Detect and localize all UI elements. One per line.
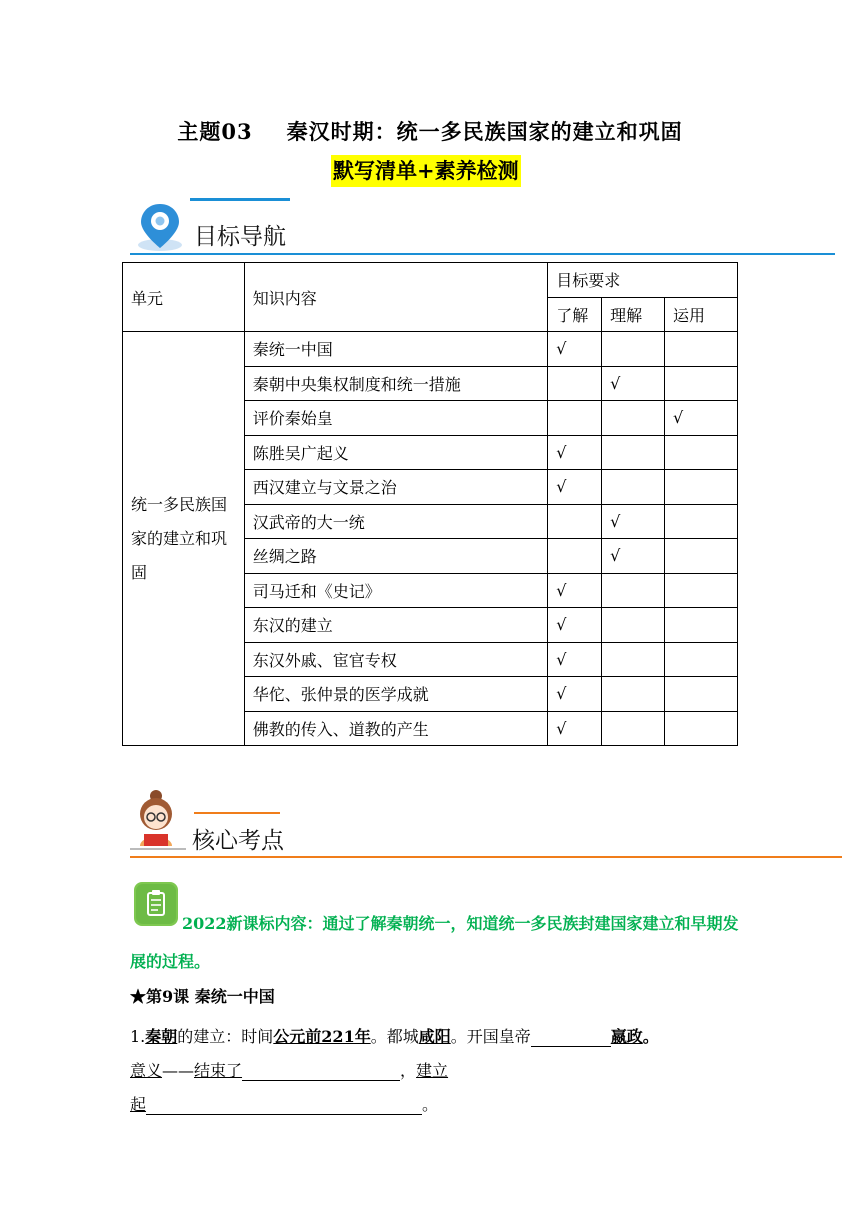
goal-level-cell — [602, 470, 665, 505]
document-subtitle: 默写清单+素养检测 — [331, 155, 521, 187]
header-content: 知识内容 — [244, 263, 547, 332]
knowledge-content-cell: 司马迁和《史记》 — [244, 573, 547, 608]
blank-emperor-leading[interactable] — [531, 1028, 611, 1047]
answer-emperor: 嬴政 — [610, 1027, 643, 1046]
knowledge-content-cell: 西汉建立与文景之治 — [244, 470, 547, 505]
curriculum-standard — [130, 905, 750, 981]
goal-level-cell — [602, 711, 665, 746]
reading-girl-icon — [130, 788, 186, 854]
check-mark: √ — [610, 546, 621, 566]
header-goal: 目标要求 — [548, 263, 738, 298]
check-mark: √ — [610, 511, 621, 531]
fill-line-2 — [130, 1058, 448, 1081]
goal-level-cell — [602, 366, 665, 401]
goal-level-cell — [548, 573, 602, 608]
goal-level-cell — [665, 539, 738, 574]
subheader-comprehend: 理解 — [602, 297, 665, 332]
blank-established[interactable] — [146, 1096, 422, 1115]
check-mark: √ — [556, 477, 567, 497]
accent-rule-top — [194, 812, 280, 815]
goal-level-cell — [665, 401, 738, 436]
goal-level-cell — [665, 332, 738, 367]
check-mark: √ — [556, 684, 567, 704]
unit-name-cell: 统一多民族国家的建立和巩固 — [123, 332, 245, 746]
goal-level-cell — [548, 366, 602, 401]
text-segment: 结束了 — [194, 1061, 243, 1080]
check-mark: √ — [610, 373, 621, 393]
standard-text: 2022新课标内容：通过了解秦朝统一，知道统一多民族封建国家建立和早期发展的过程。 — [130, 914, 739, 971]
accent-rule-top — [190, 198, 290, 202]
section-title-core: 核心考点 — [192, 828, 284, 854]
fill-line-1 — [130, 1024, 659, 1047]
knowledge-content-cell: 东汉的建立 — [244, 608, 547, 643]
dash: —— — [162, 1061, 195, 1080]
significance-label: 意义 — [130, 1061, 163, 1080]
document-title — [0, 116, 860, 146]
goal-level-cell — [665, 573, 738, 608]
goal-level-cell — [602, 677, 665, 712]
punctuation: ， — [400, 1061, 417, 1080]
check-mark: √ — [556, 580, 567, 600]
knowledge-content-cell: 秦朝中央集权制度和统一措施 — [244, 366, 547, 401]
blank-ended[interactable] — [242, 1062, 400, 1081]
goals-table — [122, 262, 738, 746]
section-header-core — [130, 788, 842, 860]
goal-level-cell — [665, 642, 738, 677]
answer-year: 公元前221年 — [273, 1027, 371, 1046]
goal-level-cell — [602, 435, 665, 470]
lesson-title: ★第9课 秦统一中国 — [130, 987, 275, 1006]
goal-level-cell — [665, 366, 738, 401]
goal-level-cell — [548, 435, 602, 470]
answer-capital: 咸阳 — [418, 1027, 451, 1046]
topic-title: 秦汉时期：统一多民族国家的建立和巩固 — [286, 119, 683, 144]
goal-level-cell — [602, 573, 665, 608]
text-segment: 。都城 — [370, 1027, 419, 1046]
section-divider-goals — [130, 253, 835, 256]
goal-level-cell — [602, 504, 665, 539]
goal-level-cell — [548, 401, 602, 436]
goal-level-cell — [548, 332, 602, 367]
goal-level-cell — [602, 608, 665, 643]
check-mark: √ — [556, 649, 567, 669]
table-row — [123, 332, 738, 367]
goal-level-cell — [548, 642, 602, 677]
goal-level-cell — [602, 332, 665, 367]
section-title-goals: 目标导航 — [194, 224, 286, 250]
knowledge-content-cell: 华佗、张仲景的医学成就 — [244, 677, 547, 712]
text-segment: 起 — [130, 1095, 147, 1114]
check-mark: √ — [556, 339, 567, 359]
goal-level-cell — [665, 435, 738, 470]
knowledge-content-cell: 评价秦始皇 — [244, 401, 547, 436]
goal-level-cell — [548, 711, 602, 746]
knowledge-content-cell: 秦统一中国 — [244, 332, 547, 367]
header-unit: 单元 — [123, 263, 245, 332]
goal-level-cell — [665, 677, 738, 712]
goal-level-cell — [665, 608, 738, 643]
fill-line-3 — [130, 1092, 438, 1115]
goal-level-cell — [548, 608, 602, 643]
knowledge-content-cell: 丝绸之路 — [244, 539, 547, 574]
location-pin-icon — [134, 200, 186, 252]
goal-level-cell — [602, 401, 665, 436]
goal-level-cell — [665, 470, 738, 505]
check-mark: √ — [556, 615, 567, 635]
text-segment: 。开国皇帝 — [450, 1027, 531, 1046]
check-mark: √ — [556, 718, 567, 738]
text-segment: 建立 — [416, 1061, 449, 1080]
punctuation: 。 — [642, 1027, 659, 1046]
goal-level-cell — [548, 677, 602, 712]
goal-level-cell — [665, 504, 738, 539]
section-divider-core — [130, 856, 842, 859]
goal-level-cell — [548, 539, 602, 574]
goal-level-cell — [665, 711, 738, 746]
knowledge-content-cell: 汉武帝的大一统 — [244, 504, 547, 539]
goal-level-cell — [548, 470, 602, 505]
knowledge-content-cell: 佛教的传入、道教的产生 — [244, 711, 547, 746]
table-header-row — [123, 263, 738, 298]
term-qin: 秦朝 — [145, 1027, 178, 1046]
goal-level-cell — [548, 504, 602, 539]
knowledge-content-cell: 陈胜吴广起义 — [244, 435, 547, 470]
goal-level-cell — [602, 539, 665, 574]
text-segment: 的建立：时间 — [177, 1027, 274, 1046]
topic-number: 主题03 — [177, 119, 253, 144]
subheader-apply: 运用 — [665, 297, 738, 332]
punctuation: 。 — [422, 1095, 439, 1114]
subheader-understand: 了解 — [548, 297, 602, 332]
section-header-goals — [130, 198, 835, 256]
knowledge-content-cell: 东汉外戚、宦官专权 — [244, 642, 547, 677]
goal-level-cell — [602, 642, 665, 677]
check-mark: √ — [556, 442, 567, 462]
check-mark: √ — [673, 408, 684, 428]
item-number: 1. — [130, 1027, 146, 1046]
